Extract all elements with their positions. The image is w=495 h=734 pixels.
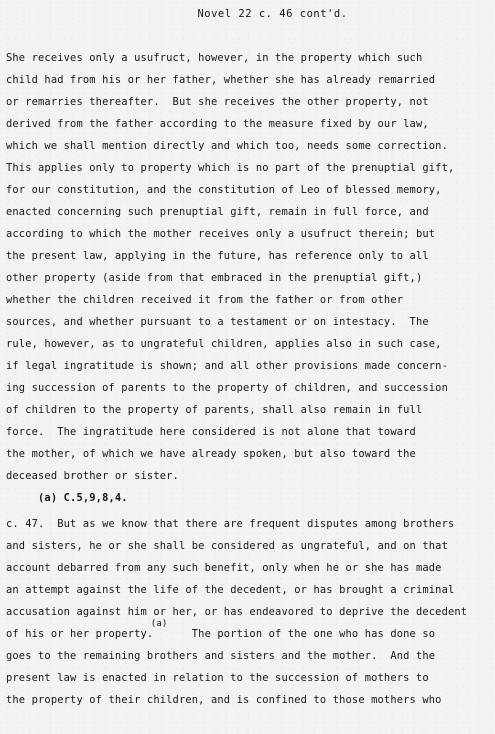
text-line: which we shall mention directly and which too, needs some correction. xyxy=(6,140,448,152)
page-header-text: Novel 22 c. 46 cont'd. xyxy=(197,8,348,20)
page-header xyxy=(0,8,495,20)
text-line: rule, however, as to ungrateful children, applies also in such case, xyxy=(6,338,442,350)
text-line: whether the children received it from the father or from other xyxy=(6,294,404,306)
footnote-citation: (a) C.5,9,8,4. xyxy=(6,492,128,504)
text-line: enacted concerning such prenuptial gift, remain in full force, and xyxy=(6,206,429,218)
text-line: She receives only a usufruct, however, in the property which such xyxy=(6,52,423,64)
text-line: This applies only to property which is no part of the prenuptial gift, xyxy=(6,162,455,174)
text-line: of his or her property. The portion of the one who has done so xyxy=(6,628,436,640)
text-line: an attempt against the life of the decedent, or has brought a criminal xyxy=(6,584,455,596)
text-line: deceased brother or sister. xyxy=(6,470,179,482)
text-line: other property (aside from that embraced in the prenuptial gift,) xyxy=(6,272,423,284)
text-line: if legal ingratitude is shown; and all other provisions made concern- xyxy=(6,360,448,372)
text-line: sources, and whether pursuant to a testament or on intestacy. The xyxy=(6,316,429,328)
text-line: goes to the remaining brothers and sisters and the mother. And the xyxy=(6,650,436,662)
footnote-marker: (a) xyxy=(6,619,168,629)
text-line: for our constitution, and the constitution of Leo of blessed memory, xyxy=(6,184,442,196)
text-line: present law is enacted in relation to the succession of mothers to xyxy=(6,672,429,684)
text-line: the mother, of which we have already spoken, but also toward the xyxy=(6,448,416,460)
text-line: of children to the property of parents, shall also remain in full xyxy=(6,404,423,416)
text-line: the property of their children, and is confined to those mothers who xyxy=(6,694,442,706)
text-line: ing succession of parents to the property of children, and succession xyxy=(6,382,448,394)
text-line: according to which the mother receives only a usufruct therein; but xyxy=(6,228,436,240)
text-line: child had from his or her father, whether she has already remarried xyxy=(6,74,436,86)
text-line: accusation against him or her, or has endeavored to deprive the decedent xyxy=(6,606,468,618)
text-line: derived from the father according to the measure fixed by our law, xyxy=(6,118,429,130)
text-line: or remarries thereafter. But she receives the other property, not xyxy=(6,96,429,108)
text-line: the present law, applying in the future, has reference only to all xyxy=(6,250,429,262)
text-line: account debarred from any such benefit, only when he or she has made xyxy=(6,562,442,574)
text-line: and sisters, he or she shall be considered as ungrateful, and on that xyxy=(6,540,448,552)
section-line: c. 47. But as we know that there are frequent disputes among brothers xyxy=(6,518,455,530)
text-line: force. The ingratitude here considered is not alone that toward xyxy=(6,426,416,438)
